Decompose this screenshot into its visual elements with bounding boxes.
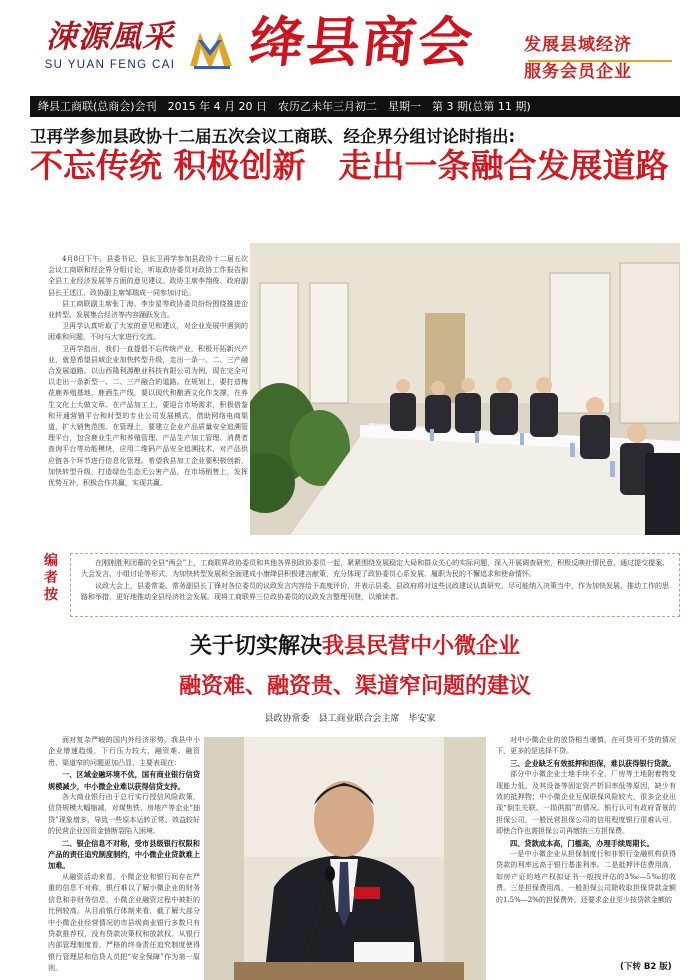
article2-title-black: 关于切实解决	[189, 634, 322, 659]
article2-subheading: 一、区域金融环境不优，国有商业银行信贷规模减少，中小微企业难以获得信贷支持。	[48, 770, 200, 791]
article2-paragraph: 各大商业银行由于总行实行授信风险政策，信贷规模大幅缩减，对煤焦铁、房地产等企业“抽贷”现象增多，导致一些原本运转正常、效益较好的民营企业因资金链断裂陷入困境。	[48, 793, 200, 836]
editor-note-body	[70, 553, 680, 617]
editor-note-paragraph: 在刚刚胜利闭幕的全县“两会”上，工商联界政协委员和其他各界别政协委员一起，紧紧围绕发展稳定大局和群众关心的实际问题，深入开展调查研究，积极反映社情民意，通过提交提案、大会发言、小组讨论等形式，为加快转型发展和全面建成小康绛县积极建言献策，充分体现了政协委员心系发展、履职为民的不懈追求和使命情怀。	[81, 559, 670, 579]
article2-subheading: 二、银企信息不对称，受市县级银行权限和产品的责任追究制度制约，中小微企业贷款难上加难。	[48, 838, 200, 871]
continued-note: (下转 B2 版)	[620, 962, 672, 972]
editor-note-label: 编者按	[44, 553, 58, 603]
lead-article-body	[48, 254, 248, 534]
lead-kicker: 卫再学参加县政协十二届五次会议工商联、经企界分组讨论时指出:	[30, 127, 516, 146]
article2-subheading: 四、贷款成本高，门槛高，办理手续周期长。	[510, 838, 654, 848]
article2-title-line-1	[30, 632, 680, 662]
brand-block	[40, 18, 180, 71]
slogan-divider	[528, 60, 672, 62]
newspaper-title: 绛县商会	[246, 10, 478, 74]
editor-note	[30, 553, 680, 617]
brand-name-cn: 涑源風采	[46, 19, 174, 55]
editor-note-paragraph: 议政大会上，县委常委、常务副县长丁锋对各位委员的议政发言内容给予高度评价，并表示县委、县政府将对这些议政建议认真研究，尽可能纳入决策当中，作为加快发展、推动工作的思路和举措，更好地推动全县经济社会发展。现将工商联界三位政协委员的议政发言整理刊登，以飨读者。	[81, 581, 669, 601]
article2-paragraph: 一是中小微企业从担保制度行和非银行金融机构获得贷款的利率远高于银行基准利率。二是抵押评估费用高，如房产证的地产权拟证书一般按评估的3‰—5‰的收费。三是担保费用高，一般担保公司除收取担保贷款金额的1.5%—2%的担保费外，还要求企业至少按贷款金额的	[496, 850, 676, 904]
lead-headline: 不忘传统 积极创新 走出一条融合发展道路	[30, 146, 669, 185]
lead-paragraph: 4月8日下午，县委书记、县长卫再学参加县政协十二届五次会议工商联和经企界分组讨论，听取政协委员对政协工作报告和全县工业经济发展等方面的意见建议。政协主席李翔俊、政府副县长王述江、政协副主席邹瑞成一同参加讨论。	[48, 255, 248, 297]
article2-paragraph: 对中小微企业的放贷相当谨慎，在可贷可不贷的情况下，更多的是选择不贷。	[496, 736, 676, 756]
speaker-photo	[204, 737, 486, 980]
article2-paragraph: 部分中小微企业土地手续不全，厂房等土地附着物变现能力低，及其设备等固定资产折旧率低等原因，缺少有效的抵押物；中小微企业互保联保风险较大，很多企业出现“倒生关联、一损俱损”的情况。银行认可有政府背景的担保公司，一般民营担保公司的信用程度银行很难认可，即使合作也需担保公司再缴纳三方担保费。	[496, 770, 676, 836]
chamber-logo-icon	[188, 26, 236, 72]
lead-paragraph: 卫再学认真听取了大家的意见和建议，对企业发展中遇到的困难和问题，不时与大家进行交流。	[48, 322, 248, 342]
article2-paragraph: 面对复杂严峻的国内外经济形势，我县中小企业增速趋缓，下行压力较大，融资难、融资贵、渠道窄的问题更加凸显，主要表现在：	[48, 736, 200, 767]
article2-subheading: 三、企业缺乏有效抵押和担保，难以获得银行贷款。	[510, 758, 676, 768]
slogan	[524, 34, 674, 83]
article2-byline: 县政协常委 县工商业联合会主席 毕安家	[264, 714, 436, 724]
lead-paragraph: 卫再学指出，我们一直提倡不忘传统产业，积极开拓新兴产业，就是希望县域企业加快转型升级，走出一条一、二、三产融合发展道路。以山西隆利源酿业科技有限公司为例，现在完全可以走出一条新型一、二、三产融合的道路。在规划上，要打造梅花鹿养殖基地、鹿酒生产线，要以现代和酿酒文化作支撑，在养生文化上大做文章。在产品加工上，要迎合市场需求，积极借鉴和开通营销平台和时型的专业公司发展模式，借助网络电商渠道，扩大销售范围。在管理上，要建立企业产品质量安全追溯管理平台，包含鹿业生产和养殖管理、产品生产加工管理、消费者查询平台等功能模块，应用二维码产品安全追溯技术，对产品供应链各个环节进行信息化管理。希望我县加工企业要积极创新，加快转型升级，打造绿色生态无公害产品，在市场销售上，发挥优势互补，积极合作共赢，实现共赢。	[48, 344, 248, 488]
brand-name-en: SU YUAN FENG CAI	[44, 59, 176, 71]
lead-paragraph: 县工商联副主席张丁海、李步星等政协委员纷纷围绕推进企业转型、发展集合经济等内容踊跃发言。	[48, 299, 248, 320]
issue-info-bar: 绛县工商联(总商会)会刊 2015 年 4 月 20 日 农历乙未年三月初二 星期一 第 3 期(总第 11 期)	[30, 96, 680, 117]
article2-right-column	[496, 735, 676, 962]
article2-left-column	[48, 735, 200, 975]
article2-paragraph: 从融资活动来看，小微企业和银行间存在严重的信息不对称，银行难以了解小微企业的财务信息和非财务信息，小微企业融资过程中被拒的比例较高。从目前银行体制来看，截了解大部分中小微企业经营情况的市县级商业银行多数只有贷款推荐权，没有贷款决策权和放款权。从银行内部管理制度看，严格的终身责任追究制度使得银行管理层和信贷人员把“安全保障”作为第一原则。	[48, 872, 200, 973]
meeting-photo	[250, 243, 680, 535]
slogan-line-2: 服务会员企业	[524, 62, 632, 82]
article2-title-red: 我县民营中小微企业	[322, 634, 521, 659]
slogan-line-1: 发展县域经济	[524, 35, 632, 55]
article2-title-line-2	[30, 672, 680, 702]
masthead	[0, 0, 700, 92]
article2-title-red-2: 融资难、融资贵、渠道窄问题的建议	[178, 674, 531, 699]
